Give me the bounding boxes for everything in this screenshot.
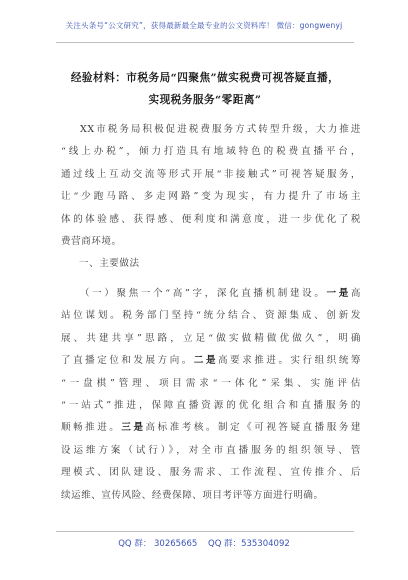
- body-text: 高标准考核。制定《可视答疑直播服务建: [145, 422, 361, 434]
- document-title-line-2: 实现税务服务“零距离”: [148, 94, 262, 106]
- qq-group-2: QQ 群：535304092: [208, 539, 290, 549]
- body-text: 顺畅推进。: [61, 422, 122, 434]
- header-banner: 关注头条号“公文研究”，获得最新最全最专业的公文资料库！ 微信：gongwenyj: [65, 21, 343, 30]
- header-divider: [56, 42, 354, 43]
- document-title-line-1: 经验材料：市税务局“四聚焦”做实税费可视答疑直播，: [70, 72, 340, 84]
- emphasis-text: 三是: [121, 422, 146, 434]
- body-line: 展、共建共享”思路，立足“做实做精做优做久”，明确: [61, 332, 361, 344]
- intro-line: 通过线上互动交流等形式开展“非接触式”可视答疑服务，: [61, 168, 361, 180]
- body-text: （一）聚焦一个“高”字，深化直播机制建设。: [80, 288, 327, 299]
- footer-divider: [56, 531, 354, 532]
- section-heading: 一、主要做法: [79, 258, 140, 269]
- body-line: 设运维方案（试行）》，对全市直播服务的组织领导、管: [61, 444, 361, 456]
- footer-contact: [0, 537, 408, 549]
- body-text: 高: [350, 288, 361, 299]
- intro-line: “线上办税”，倾力打造具有地域特色的税费直播平台，: [61, 146, 361, 158]
- emphasis-text: 一是: [326, 288, 351, 299]
- qq-group-1: QQ 群： 30265665: [118, 539, 198, 549]
- body-line: 续运维、宣传风险、经费保障、项目考评等方面进行明确。: [61, 489, 324, 501]
- body-line: [61, 350, 361, 372]
- body-line: “一站式”推进，保障直播资源的优化组合和直播服务的: [61, 400, 361, 412]
- emphasis-text: 二是: [193, 355, 219, 367]
- intro-paragraph: [61, 119, 361, 253]
- body-line: 理模式、团队建设、服务需求、工作流程、宣传推介、后: [61, 467, 361, 479]
- intro-line: XX市税务局积极促进税费服务方式转型升级，大力推进: [80, 124, 361, 135]
- intro-line: 费营商环境。: [61, 236, 122, 248]
- body-line: [61, 417, 361, 439]
- intro-line: 让“少跑马路、多走网路”变为现实，有力提升了市场主: [61, 191, 361, 203]
- body-paragraph: [61, 283, 361, 507]
- body-text: 了直播定位和发展方向。: [61, 355, 194, 367]
- intro-line: 体的体验感、获得感、便利度和满意度，进一步优化了税: [61, 213, 361, 225]
- body-line: [61, 283, 361, 305]
- body-text: 高要求推进。实行组织统筹: [218, 355, 362, 367]
- body-line: “一盘棋”管理、项目需求“一体化”采集、实施评估: [61, 377, 361, 389]
- body-line: 站位谋划。税务部门坚持“统分结合、资源集成、创新发: [61, 310, 361, 322]
